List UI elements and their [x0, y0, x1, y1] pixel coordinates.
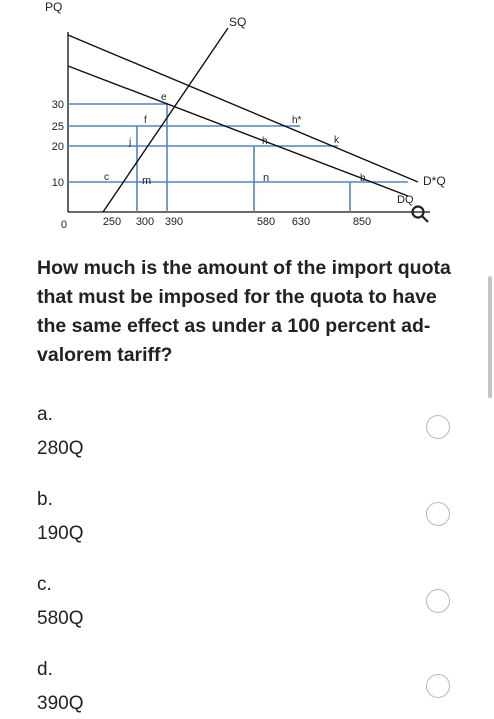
option-b-radio[interactable] — [426, 502, 450, 526]
x-tick-580: 580 — [256, 216, 276, 228]
option-d-text: 390Q — [37, 693, 84, 714]
scrollbar[interactable] — [488, 276, 492, 398]
option-d-radio[interactable] — [426, 674, 450, 698]
question-text: How much is the amount of the import quota that must be imposed for the quota to have the same effect as under a 100 percent ad-valorem tariff? — [37, 257, 451, 366]
economics-diagram — [0, 0, 494, 240]
point-b: b — [360, 173, 366, 184]
zoom-icon[interactable] — [413, 207, 429, 223]
y-ticks — [52, 99, 67, 231]
option-a-letter: a. — [37, 404, 53, 425]
label-dq: DQ — [397, 194, 414, 206]
point-h-star: h* — [292, 115, 302, 126]
point-j: j — [129, 137, 132, 148]
point-c: c — [104, 172, 109, 183]
point-n: n — [263, 172, 270, 184]
option-d-letter: d. — [37, 659, 53, 680]
quantity-lines — [137, 104, 350, 212]
y-tick-25: 25 — [51, 121, 64, 133]
x-tick-390: 390 — [164, 216, 184, 228]
demand-curve — [68, 66, 408, 196]
x-tick-300: 300 — [135, 216, 155, 228]
option-b-letter: b. — [37, 489, 53, 510]
y-tick-30: 30 — [51, 99, 64, 111]
option-c-text: 580Q — [37, 608, 84, 629]
option-c-radio[interactable] — [426, 589, 450, 613]
option-b[interactable] — [37, 487, 417, 549]
label-sq: SQ — [229, 15, 247, 29]
point-h: h — [262, 136, 268, 147]
point-m: m — [142, 175, 152, 187]
option-a-radio[interactable] — [426, 415, 450, 439]
y-axis-label: PQ — [45, 0, 63, 14]
point-k: k — [334, 135, 339, 146]
price-lines — [68, 104, 408, 182]
option-a[interactable] — [37, 402, 417, 464]
option-c[interactable] — [37, 572, 417, 634]
option-b-text: 190Q — [37, 523, 84, 544]
x-ticks — [103, 216, 371, 228]
label-dstar-q: D*Q — [423, 174, 446, 188]
y-tick-10: 10 — [51, 177, 64, 189]
point-e: e — [161, 92, 167, 103]
option-d[interactable] — [37, 657, 417, 719]
option-a-text: 280Q — [37, 438, 84, 459]
demand-star-curve — [68, 35, 418, 182]
option-c-letter: c. — [37, 574, 52, 595]
x-tick-850: 850 — [352, 216, 372, 228]
point-f: f — [144, 115, 147, 126]
y-tick-20: 20 — [51, 141, 64, 153]
x-tick-630: 630 — [291, 216, 311, 228]
x-tick-250: 250 — [102, 216, 122, 228]
y-tick-0: 0 — [60, 219, 67, 231]
